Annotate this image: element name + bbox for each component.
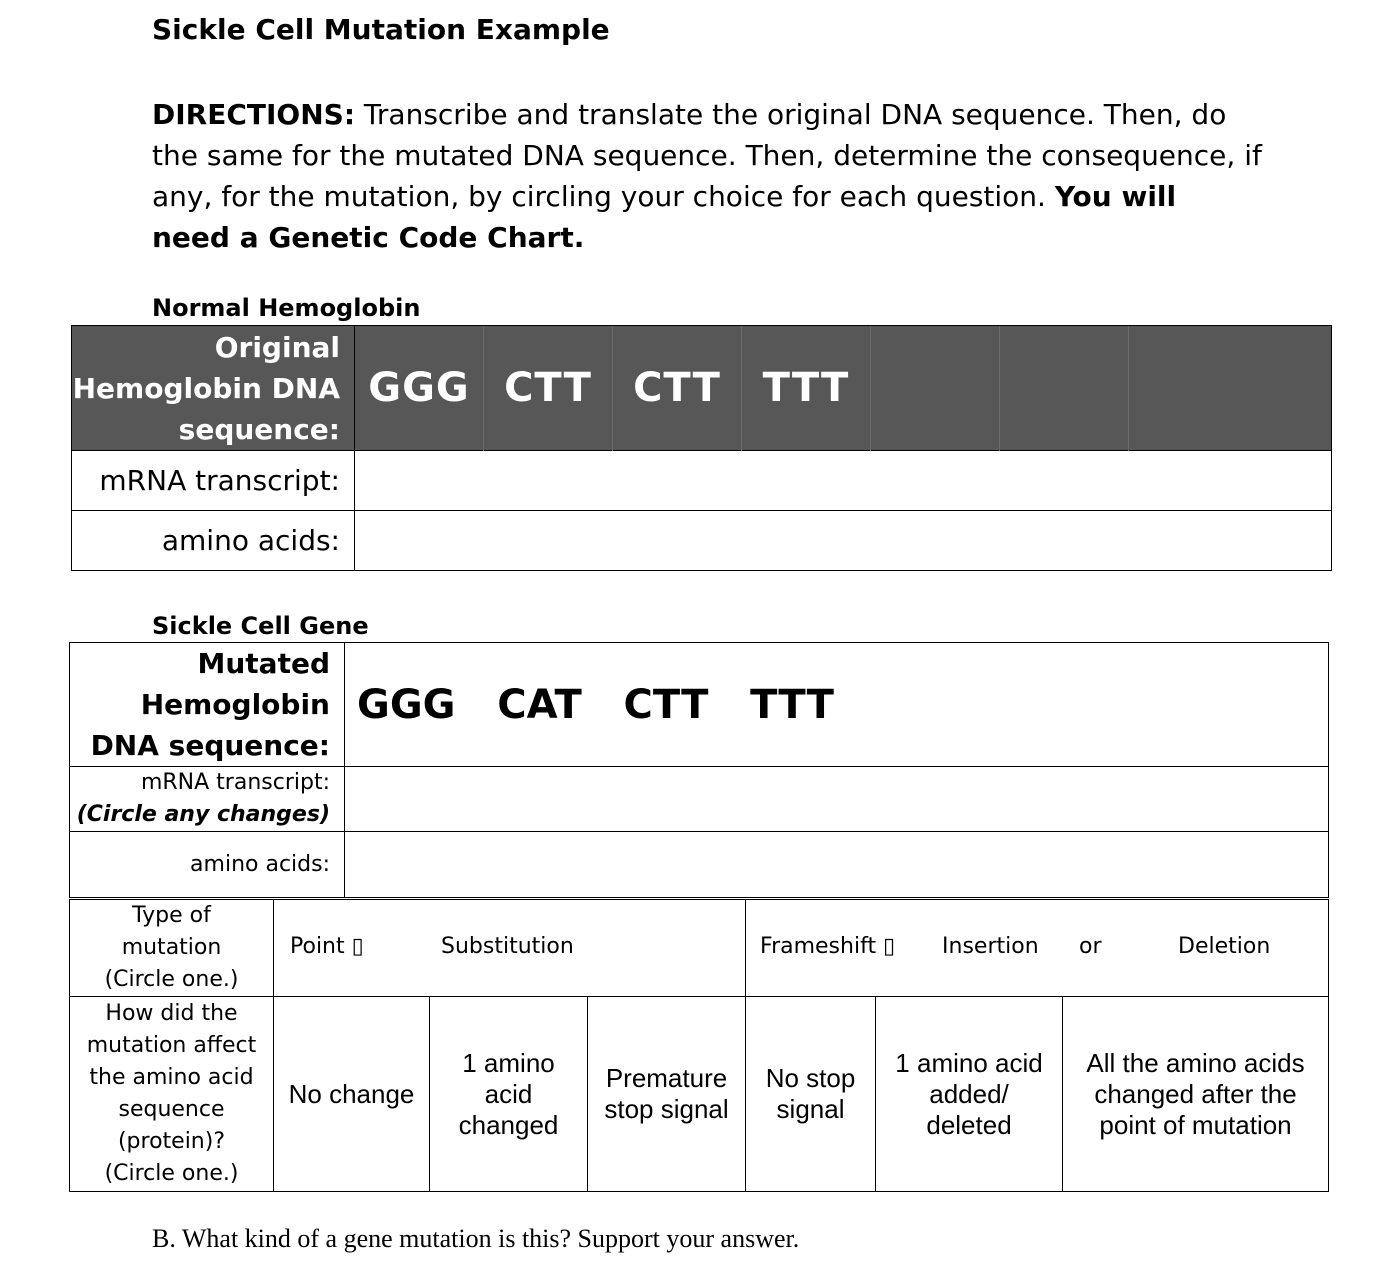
original-dna-label: Original Hemoglobin DNA sequence: — [72, 326, 355, 451]
choice-all-changed[interactable]: All the amino acids changed after the point of mutation — [1063, 997, 1329, 1192]
codon-cell: CTT — [613, 326, 742, 451]
empty-codon-cell — [1000, 326, 1129, 451]
sickle-amino-answer-cell[interactable] — [345, 832, 1329, 898]
directions-bold-note: You will need a Genetic Code Chart. — [152, 180, 1177, 254]
page-title: Sickle Cell Mutation Example — [152, 13, 610, 46]
substitution-option[interactable]: Substitution — [441, 934, 574, 959]
sickle-amino-row — [70, 832, 1329, 898]
deletion-option[interactable]: Deletion — [1178, 934, 1271, 959]
codon-cell: CTT — [484, 326, 613, 451]
mrna-label: mRNA transcript: — [72, 451, 355, 511]
insertion-option[interactable]: Insertion — [942, 934, 1039, 959]
type-of-mutation-label: Type of mutation (Circle one.) — [70, 900, 274, 997]
question-b: B. What kind of a gene mutation is this? Support your answer. — [152, 1224, 800, 1253]
choice-one-amino-acid-changed[interactable]: 1 amino acid changed — [430, 997, 588, 1192]
empty-codon-cell — [871, 326, 1000, 451]
normal-hemoglobin-table — [71, 325, 1332, 571]
original-dna-row — [72, 326, 1332, 451]
mrna-answer-cell[interactable] — [355, 451, 1332, 511]
mutated-dna-label: Mutated Hemoglobin DNA sequence: — [70, 643, 345, 767]
sickle-mrna-answer-cell[interactable] — [345, 767, 1329, 832]
amino-acids-answer-cell[interactable] — [355, 511, 1332, 571]
sickle-mrna-row — [70, 767, 1329, 832]
point-substitution-cell[interactable] — [274, 900, 746, 997]
directions-label: DIRECTIONS: — [152, 98, 356, 131]
codon-cell: GGG — [355, 326, 484, 451]
codon-cell: TTT — [742, 326, 871, 451]
sickle-cell-table — [69, 642, 1329, 898]
mutated-codons: GGG CAT CTT TTT — [345, 643, 1329, 767]
point-option[interactable]: Point ▯ — [290, 934, 364, 959]
directions-paragraph — [152, 94, 1262, 258]
normal-hemoglobin-caption: Normal Hemoglobin — [152, 294, 421, 322]
or-text: or — [1079, 934, 1102, 959]
sickle-mrna-label: mRNA transcript: (Circle any changes) — [70, 767, 345, 832]
frameshift-option[interactable]: Frameshift ▯ — [760, 934, 896, 959]
choice-no-stop-signal[interactable]: No stop signal — [746, 997, 876, 1192]
effect-question-label: How did the mutation affect the amino acid sequence (protein)? (Circle one.) — [70, 997, 274, 1192]
amino-acids-row — [72, 511, 1332, 571]
amino-acids-label: amino acids: — [72, 511, 355, 571]
frameshift-cell[interactable] — [746, 900, 1329, 997]
effect-row — [70, 997, 1329, 1192]
mrna-row — [72, 451, 1332, 511]
mutated-dna-row — [70, 643, 1329, 767]
circle-changes-note: (Circle any changes) — [76, 802, 330, 827]
choice-premature-stop[interactable]: Premature stop signal — [588, 997, 746, 1192]
directions-text: Transcribe and translate the original DNA sequence. Then, do the same for the mutated DNA sequence. Then, determine the consequence, if any, for the mutation, by circling your choice for each question. — [152, 98, 1262, 213]
sickle-amino-label: amino acids: — [70, 832, 345, 898]
sickle-cell-caption: Sickle Cell Gene — [152, 612, 369, 640]
choice-amino-added-deleted[interactable]: 1 amino acid added/ deleted — [876, 997, 1063, 1192]
mutation-analysis-table — [69, 899, 1329, 1192]
type-of-mutation-row — [70, 900, 1329, 997]
empty-codon-cell — [1129, 326, 1332, 451]
choice-no-change[interactable]: No change — [274, 997, 430, 1192]
